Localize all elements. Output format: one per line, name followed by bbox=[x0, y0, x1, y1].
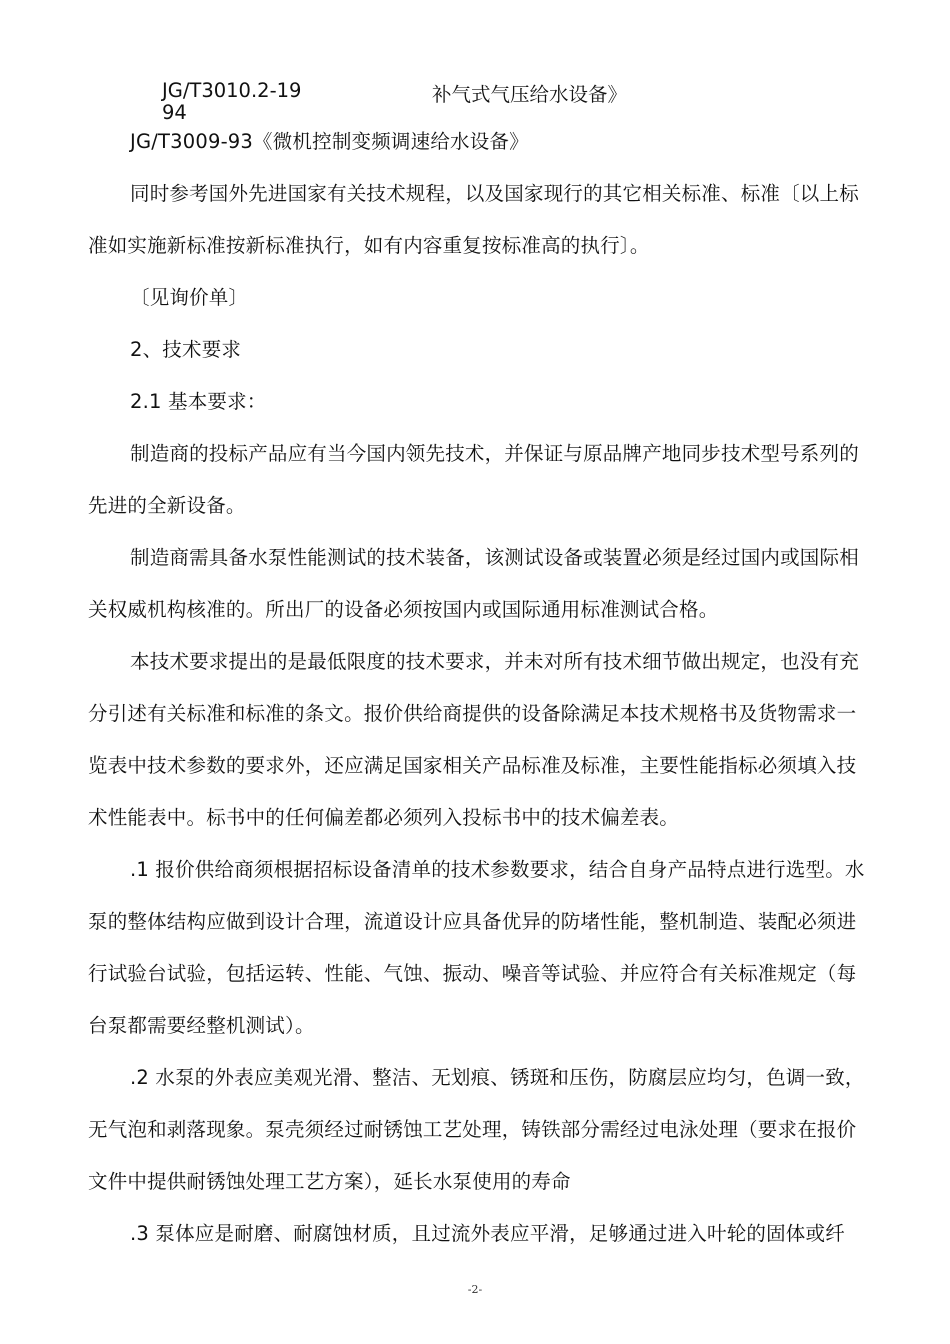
paragraph-line: 无气泡和剥落现象。泵壳须经过耐锈蚀工艺处理，铸铁部分需经过电泳处理（要求在报价 bbox=[88, 1118, 857, 1141]
paragraph-line: .2 水泵的外表应美观光滑、整洁、无划痕、锈斑和压伤，防腐层应均匀，色调一致， bbox=[130, 1066, 865, 1089]
paragraph-line: 泵的整体结构应做到设计合理，流道设计应具备优异的防堵性能，整机制造、装配必须进 bbox=[88, 910, 857, 933]
standard-code: JG/T3010.2-1994 bbox=[162, 79, 302, 124]
paragraph-line: 本技术要求提出的是最低限度的技术要求，并未对所有技术细节做出规定，也没有充 bbox=[130, 650, 859, 673]
paragraph-line: .3 泵体应是耐磨、耐腐蚀材质，且过流外表应平滑，足够通过进入叶轮的固体或纤 bbox=[130, 1222, 845, 1245]
paragraph-line: 关权威机构核准的。所出厂的设备必须按国内或国际通用标准测试合格。 bbox=[88, 598, 719, 621]
paragraph-line: .1 报价供给商须根据招标设备清单的技术参数要求，结合自身产品特点进行选型。水 bbox=[130, 858, 865, 881]
paragraph-line: 台泵都需要经整机测试）。 bbox=[88, 1014, 315, 1037]
paragraph-line: 术性能表中。标书中的任何偏差都必须列入投标书中的技术偏差表。 bbox=[88, 806, 680, 829]
standard-title: 补气式气压给水设备》 bbox=[432, 83, 628, 106]
section-heading: 2、技术要求 bbox=[130, 338, 242, 361]
page-number: -2- bbox=[467, 1283, 483, 1296]
paragraph-line: 准如实施新标准按新标准执行，如有内容重复按标准高的执行〕。 bbox=[88, 234, 650, 257]
paragraph-line: 先进的全新设备。 bbox=[88, 494, 246, 517]
paragraph-line: 制造商的投标产品应有当今国内领先技术，并保证与原品牌产地同步技术型号系列的 bbox=[130, 442, 859, 465]
paragraph-line: 同时参考国外先进国家有关技术规程，以及国家现行的其它相关标准、标准〔以上标 bbox=[130, 182, 859, 205]
paragraph-line: 文件中提供耐锈蚀处理工艺方案），延长水泵使用的寿命 bbox=[88, 1170, 571, 1193]
paragraph-line: 分引述有关标准和标准的条文。报价供给商提供的设备除满足本技术规格书及货物需求一 bbox=[88, 702, 857, 725]
paragraph-line: 览表中技术参数的要求外，还应满足国家相关产品标准及标准，主要性能指标必须填入技 bbox=[88, 754, 857, 777]
paragraph-line: 制造商需具备水泵性能测试的技术装备，该测试设备或装置必须是经过国内或国际相 bbox=[130, 546, 859, 569]
paragraph-line: 行试验台试验，包括运转、性能、气蚀、振动、噪音等试验、并应符合有关标准规定（每 bbox=[88, 962, 857, 985]
subsection-heading: 2.1 基本要求： bbox=[130, 390, 267, 413]
standard-reference-line: JG/T3009-93《微机控制变频调速给水设备》 bbox=[130, 130, 529, 153]
paragraph-line: 〔见询价单〕 bbox=[130, 286, 249, 309]
